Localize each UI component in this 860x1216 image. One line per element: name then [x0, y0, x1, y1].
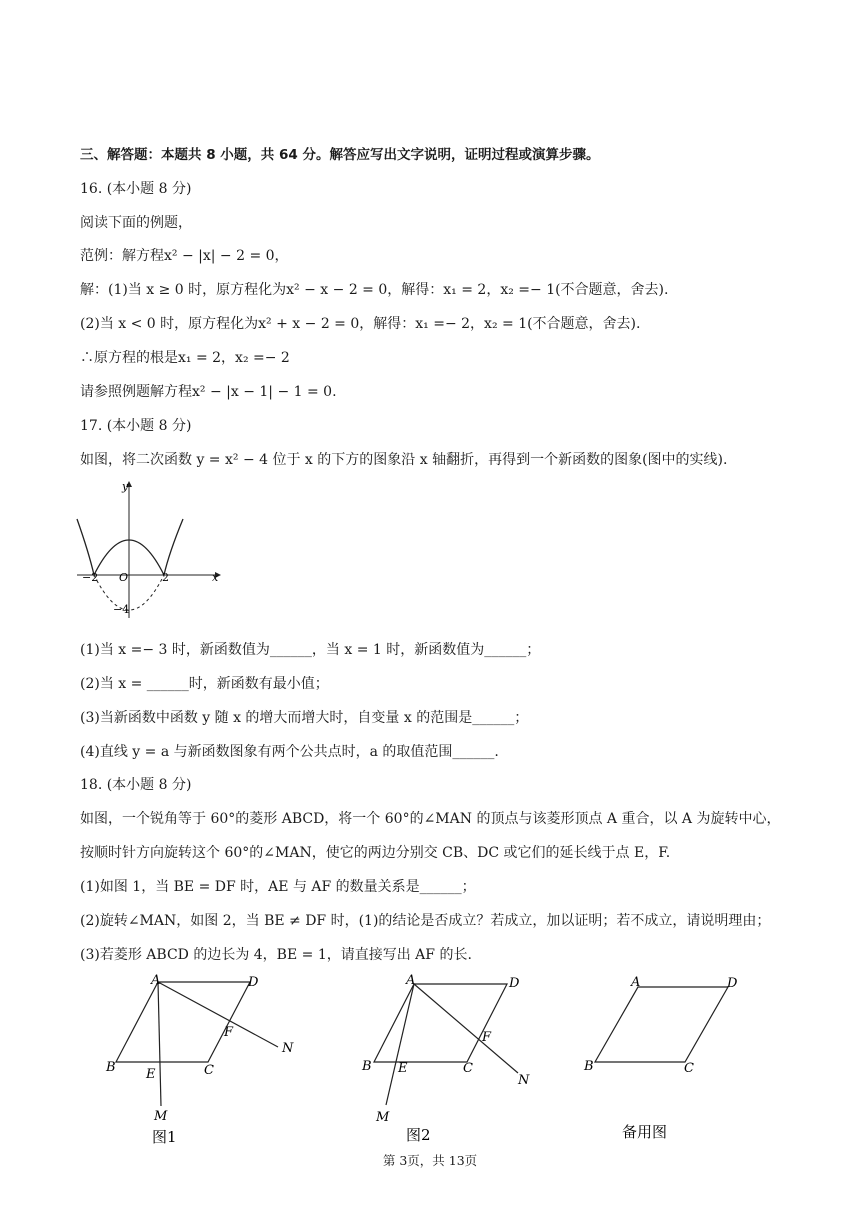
- label-m: M: [376, 1110, 390, 1125]
- pos2-label: 2: [162, 571, 169, 584]
- q17-function-graph: [72, 476, 232, 622]
- q18-title: 18. (本小题 8 分): [80, 777, 192, 793]
- q18-part1: (1)如图 1，当 BE = DF 时，AE 与 AF 的数量关系是______；: [80, 879, 476, 895]
- neg2-label: −2: [82, 571, 99, 584]
- label-d: D: [509, 976, 520, 991]
- q18-intro-line1: 如图，一个锐角等于 60°的菱形 ABCD，将一个 60°的∠MAN 的顶点与该菱形顶点 A 重合，以 A 为旋转中心，: [80, 811, 781, 827]
- label-b: B: [584, 1059, 594, 1074]
- q16-case2: (2)当 x < 0 时，原方程化为x² + x − 2 = 0，解得：x₁ =− 2，x₂ = 1(不合题意，舍去).: [80, 316, 641, 332]
- label-c: C: [684, 1061, 694, 1076]
- q17-intro: 如图，将二次函数 y = x² − 4 位于 x 的下方的图象沿 x 轴翻折，再得到一个新函数的图象(图中的实线).: [80, 452, 728, 468]
- label-b: B: [362, 1059, 372, 1074]
- spare-figure-caption: 备用图: [622, 1123, 668, 1141]
- label-e: E: [146, 1067, 156, 1082]
- ray-an: [414, 984, 518, 1073]
- q16-example: 范例：解方程x² − |x| − 2 = 0，: [80, 248, 289, 264]
- q17-part4: (4)直线 y = a 与新函数图象有两个公共点时，a 的取值范围______.: [80, 744, 499, 760]
- label-c: C: [463, 1061, 473, 1076]
- label-a: A: [406, 973, 416, 988]
- q17-part1: (1)当 x =− 3 时，新函数值为______，当 x = 1 时，新函数值为______；: [80, 642, 541, 658]
- section-header: 三、解答题：本题共 8 小题，共 64 分。解答应写出文字说明，证明过程或演算步骤。: [80, 147, 600, 163]
- q16-intro: 阅读下面的例题，: [80, 215, 192, 231]
- label-a: A: [151, 973, 161, 988]
- q18-part3: (3)若菱形 ABCD 的边长为 4，BE = 1，请直接写出 AF 的长.: [80, 947, 472, 963]
- label-f: F: [224, 1025, 234, 1040]
- q18-figure-2: [355, 970, 565, 1150]
- label-f: F: [482, 1030, 492, 1045]
- neg4-label: −4: [113, 603, 130, 616]
- rhombus-abcd: [595, 987, 728, 1062]
- x-axis-label: x: [212, 571, 219, 584]
- label-b: B: [106, 1060, 116, 1075]
- figure-2-caption: 图2: [406, 1126, 431, 1144]
- ray-am: [386, 984, 414, 1105]
- figure-1-caption: 图1: [152, 1128, 177, 1146]
- q17-part2: (2)当 x = ______时，新函数有最小值；: [80, 676, 329, 692]
- q17-part3: (3)当新函数中函数 y 随 x 的增大而增大时，自变量 x 的范围是______；: [80, 710, 529, 726]
- label-e: E: [398, 1061, 408, 1076]
- q16-case1: 解：(1)当 x ≥ 0 时，原方程化为x² − x − 2 = 0，解得：x₁ = 2，x₂ =− 1(不合题意，舍去).: [80, 282, 669, 298]
- label-n: N: [518, 1073, 530, 1088]
- q16-title: 16. (本小题 8 分): [80, 181, 192, 197]
- origin-label: O: [119, 571, 129, 584]
- label-d: D: [727, 976, 738, 991]
- q17-title: 17. (本小题 8 分): [80, 418, 192, 434]
- q18-figure-1: [100, 970, 310, 1150]
- rhombus-abcd: [116, 982, 250, 1062]
- ray-an: [158, 982, 278, 1047]
- q16-conclusion: ∴原方程的根是x₁ = 2，x₂ =− 2: [80, 350, 290, 366]
- label-a: A: [631, 975, 641, 990]
- label-m: M: [154, 1109, 168, 1124]
- ray-am: [158, 982, 161, 1106]
- label-c: C: [204, 1063, 214, 1078]
- q16-task: 请参照例题解方程x² − |x − 1| − 1 = 0.: [80, 384, 337, 400]
- label-d: D: [248, 975, 259, 990]
- label-n: N: [282, 1041, 294, 1056]
- q18-intro-line2: 按顺时针方向旋转这个 60°的∠MAN，使它的两边分别交 CB、DC 或它们的延长线于点 E，F.: [80, 845, 671, 861]
- q18-spare-figure: [580, 970, 760, 1150]
- new-function-curve: [77, 519, 183, 575]
- y-axis-label: y: [122, 480, 129, 493]
- q18-part2: (2)旋转∠MAN，如图 2，当 BE ≠ DF 时，(1)的结论是否成立？若成立，加以证明；若不成立，请说明理由；: [80, 913, 771, 929]
- page-footer: 第 3页，共 13页: [382, 1153, 478, 1168]
- rhombus-abcd: [374, 984, 507, 1062]
